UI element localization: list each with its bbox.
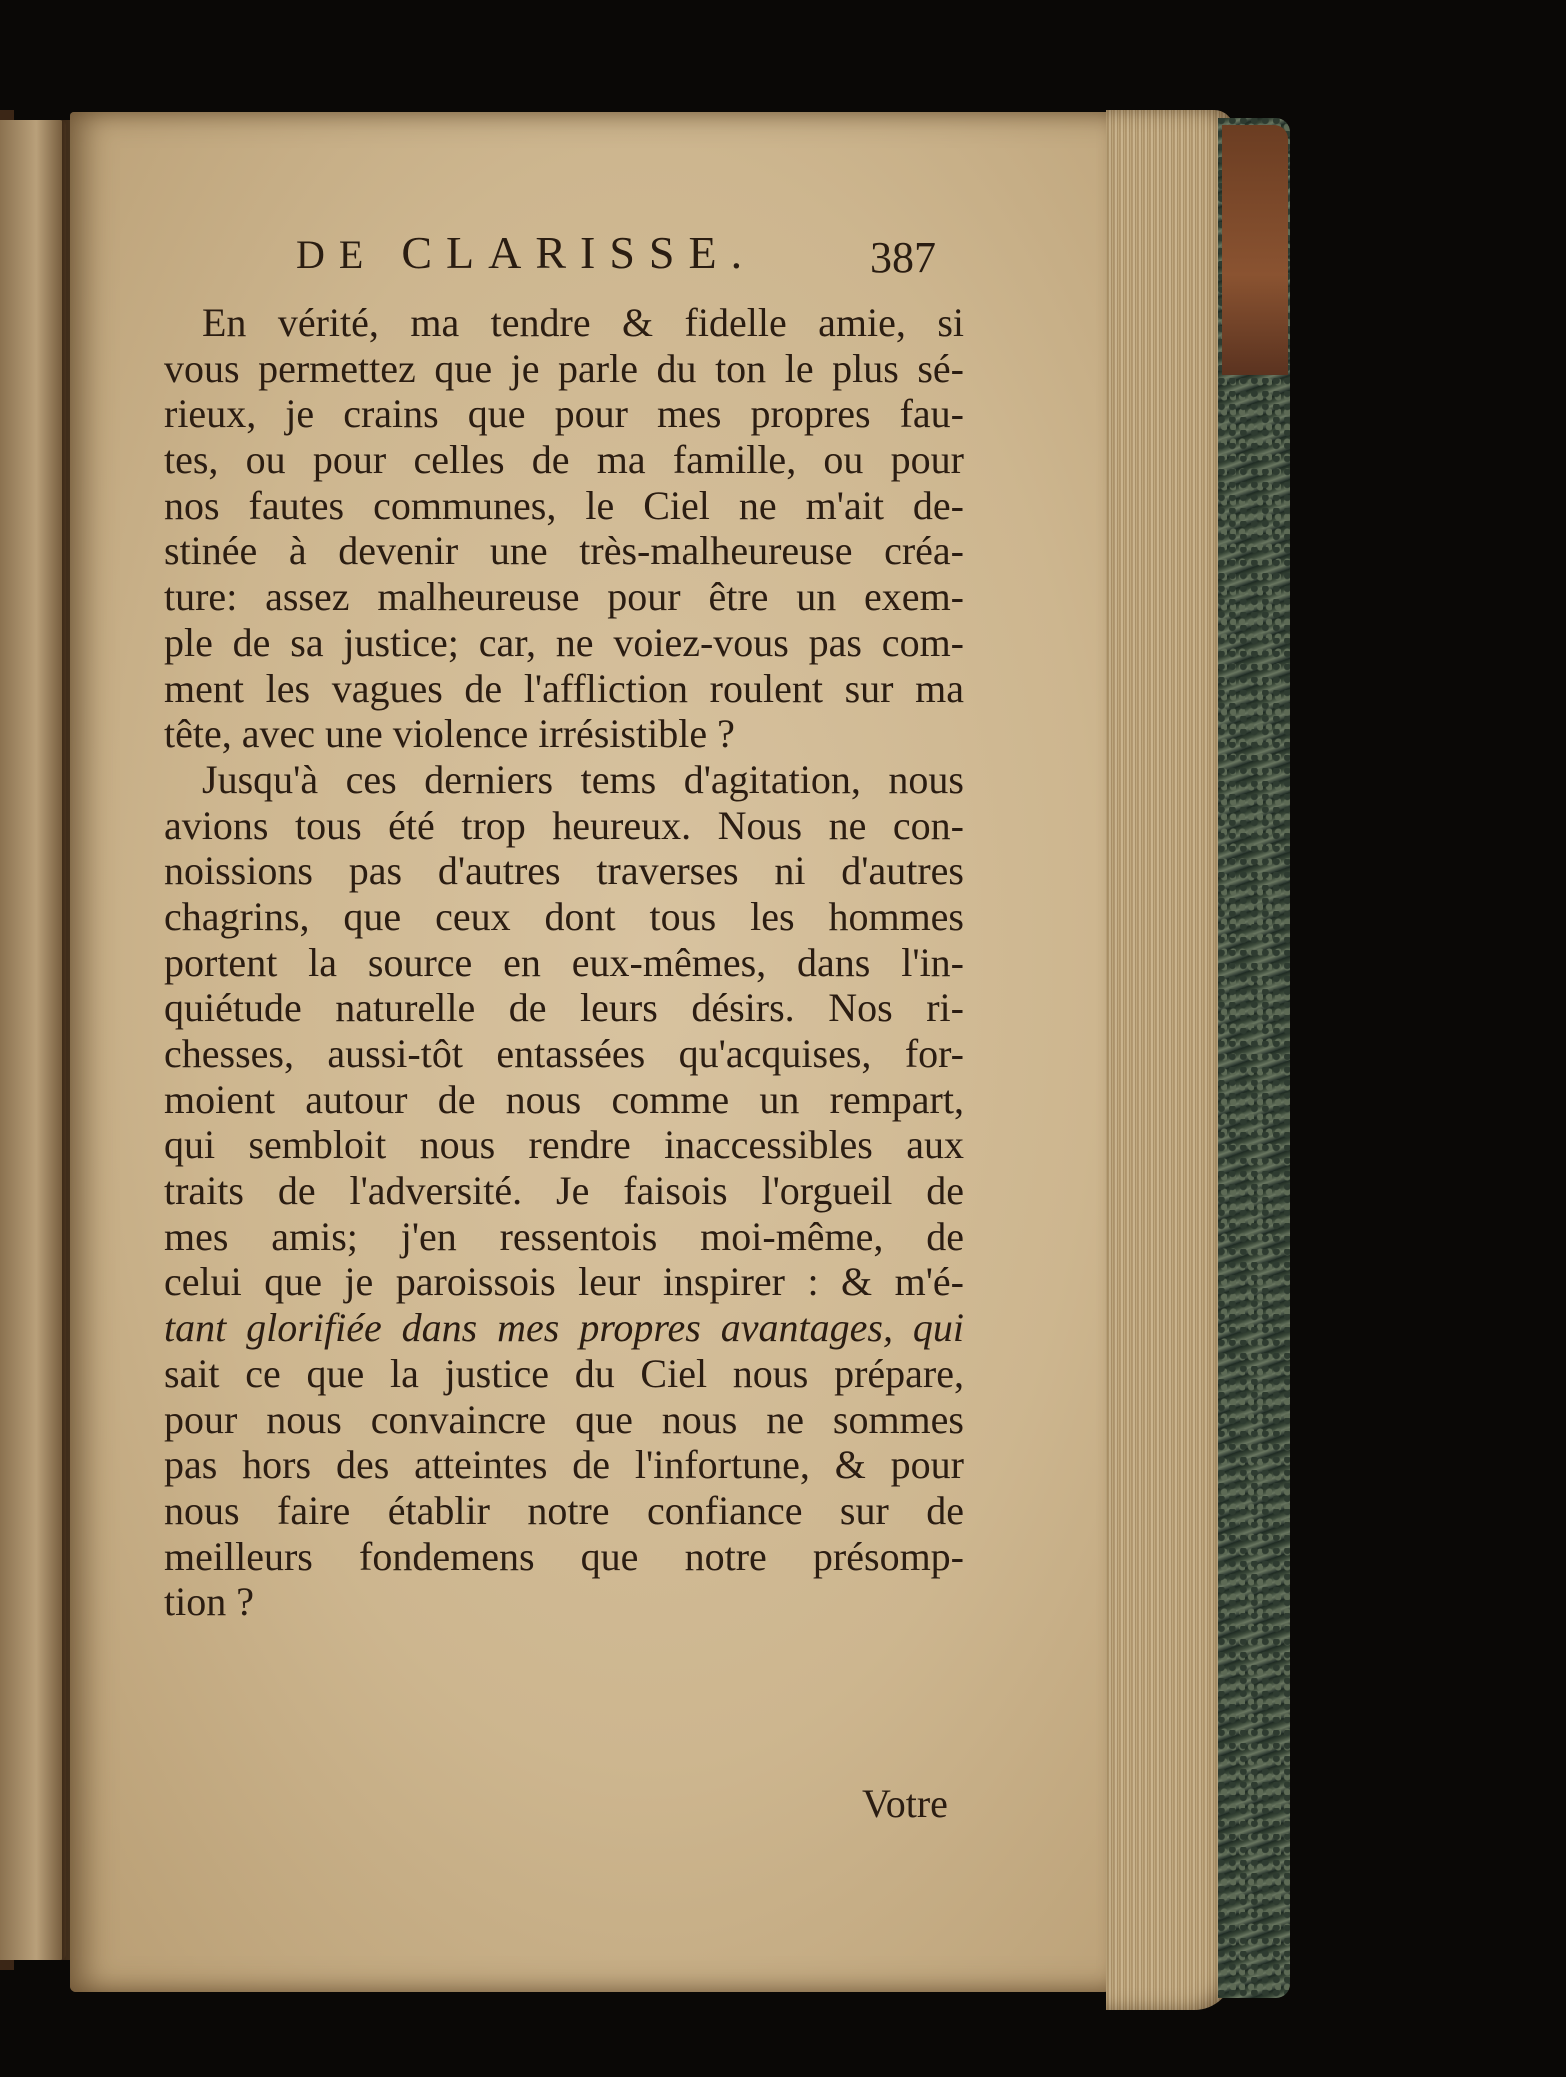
text-line: mes amis; j'en ressentois moi-même, de	[164, 1213, 964, 1259]
text-line: chagrins, que ceux dont tous les hommes	[164, 893, 964, 939]
text-line: rieux, je crains que pour mes propres fau-	[164, 391, 964, 437]
running-head-prefix: DE	[296, 232, 378, 277]
leather-binding-corner	[1222, 125, 1288, 375]
text-line: noissions pas d'autres traverses ni d'autres	[164, 848, 964, 894]
text-line: Jusqu'à ces derniers tems d'agitation, nous	[202, 756, 964, 802]
catchword: Votre	[862, 1781, 948, 1826]
body-text	[164, 300, 964, 1625]
text-line: En vérité, ma tendre & fidelle amie, si	[202, 300, 964, 345]
text-line: portent la source en eux-mêmes, dans l'in-	[164, 939, 964, 985]
text-line: avions tous été trop heureux. Nous ne con-	[164, 802, 964, 848]
text-line: sait ce que la justice du Ciel nous prépare,	[164, 1350, 964, 1396]
text-line: nos fautes communes, le Ciel ne m'ait de-	[164, 482, 964, 528]
page-number: 387	[870, 233, 936, 282]
text-line: ment les vagues de l'affliction roulent sur ma	[164, 665, 964, 711]
marbled-binding	[1218, 118, 1290, 1998]
text-line: qui sembloit nous rendre inaccessibles aux	[164, 1122, 964, 1168]
text-line: pour nous convaincre que nous ne sommes	[164, 1396, 964, 1442]
page-block-edges	[1106, 110, 1234, 2010]
text-line: pas hors des atteintes de l'infortune, & pour	[164, 1442, 964, 1488]
text-line: tête, avec une violence irrésistible ?	[164, 711, 735, 757]
running-head-title: CLARISSE.	[401, 227, 757, 278]
text-line: moient autour de nous comme un rempart,	[164, 1076, 964, 1122]
text-line: nous faire établir notre confiance sur de	[164, 1487, 964, 1533]
text-line: meilleurs fondemens que notre présomp-	[164, 1533, 964, 1579]
left-page-edge	[0, 120, 66, 1960]
text-line: stinée à devenir une très-malheureuse créa-	[164, 528, 964, 574]
text-line: ple de sa justice; car, ne voiez-vous pas com-	[164, 619, 964, 665]
text-line: tion ?	[164, 1579, 254, 1625]
text-line: chesses, aussi-tôt entassées qu'acquises, for-	[164, 1031, 964, 1076]
text-line: tes, ou pour celles de ma famille, ou pour	[164, 437, 964, 483]
text-line: celui que je paroissois leur inspirer : & m'é-	[164, 1259, 964, 1305]
running-head	[296, 226, 756, 279]
text-line: traits de l'adversité. Je faisois l'orgueil de	[164, 1168, 964, 1214]
text-line: ture: assez malheureuse pour être un exem-	[164, 574, 964, 620]
text-line-italic: tant glorifiée dans mes propres avantages, qui	[164, 1305, 964, 1351]
text-line: quiétude naturelle de leurs désirs. Nos ri-	[164, 985, 964, 1031]
text-line: vous permettez que je parle du ton le plus sé-	[164, 345, 964, 391]
